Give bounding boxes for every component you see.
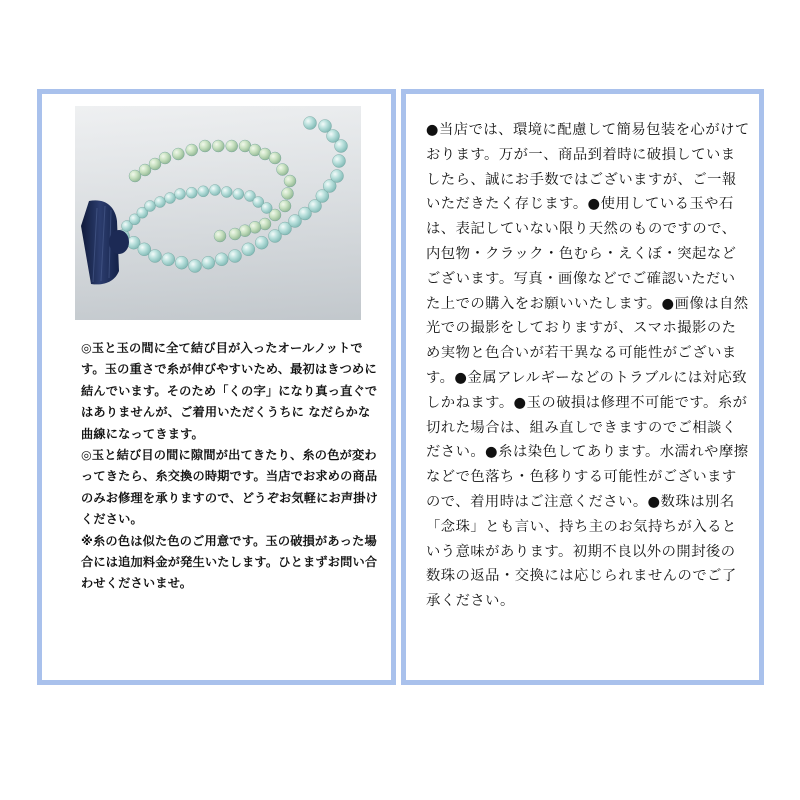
bead [269,152,281,164]
bead [333,155,346,168]
shop-policy-text [426,118,750,614]
bead [221,187,232,198]
note-paragraph-all-knot: ◎玉と玉の間に全て結び目が入ったオールノットです。玉の重さで糸が伸びやすいため、最初はきつめに結んでいます。そのため「くの字」になり真っ直ぐではありませんが、ご着用いただくうちに なだらかな曲線になってきます。 [81,341,378,441]
bead [199,140,211,152]
bead [242,243,255,256]
bead [162,253,175,266]
note-paragraph-thread-exchange: ◎玉と結び目の間に隙間が出てきたり、糸の色が変わってきたら、糸交換の時期です。当店でお求めの商品のみお修理を承りますので、どうぞお気軽にお声掛けください。 [81,448,379,527]
bead [175,256,188,269]
bead [149,250,162,263]
bead [261,203,272,214]
bead [155,197,166,208]
bead [331,170,344,183]
bead [279,200,291,212]
right-info-panel [401,89,764,685]
left-info-panel [37,89,396,685]
bead [186,144,198,156]
bead [212,140,224,152]
bead [215,253,228,266]
bead [175,189,186,200]
bead [255,236,268,249]
bead [229,250,242,263]
bead [214,230,226,242]
bead-necklace-image [75,106,361,320]
bead [282,188,294,200]
bead [277,164,289,176]
bead [165,193,176,204]
bead [202,256,215,269]
bead [172,148,184,160]
bead [284,175,296,187]
policy-paragraph: ●当店では、環境に配慮して簡易包装を心がけております。万が一、商品到着時に破損していましたら、誠にお手数ではございますが、ご一報いただきたく存じます。●使用している玉や石は、表記していない限り天然のものですので、内包物・クラック・色むら・えくぼ・突起などございます。写真・画像などでご確認いただいた上での購入をお願いいたします。●画像は自然光での撮影をしておりますが、スマホ撮影のため実物と色合いが若干異なる可能性がございます。●金属アレルギーなどのトラブルには対応致しかねます。●玉の破損は修理不可能です。糸が切れた場合は、組み直しできますのでご相談ください。●糸は染色してあります。水濡れや摩擦などで色落ち・色移りする可能性がございますので、着用時はご注意ください。●数珠は別名「念珠」とも言い、持ち主のお気持ちが入るという意味があります。初期不良以外の開封後の数珠の返品・交換には応じられませんのでご了承ください。 [426,122,750,610]
product-photo [75,106,361,320]
bead [233,189,244,200]
bead [319,120,332,133]
bead [226,140,238,152]
bead [186,187,197,198]
repair-note-text [81,338,381,595]
bead [189,260,202,273]
bead [198,186,209,197]
note-paragraph-thread-color: ※糸の色は似た色のご用意です。玉の破損があった場合には追加料金が発生いたします。ひとまずお問い合わせくださいませ。 [81,533,378,591]
bead [145,201,156,212]
bead [304,117,317,130]
bead [159,152,171,164]
bead [210,185,221,196]
bead [229,228,241,240]
